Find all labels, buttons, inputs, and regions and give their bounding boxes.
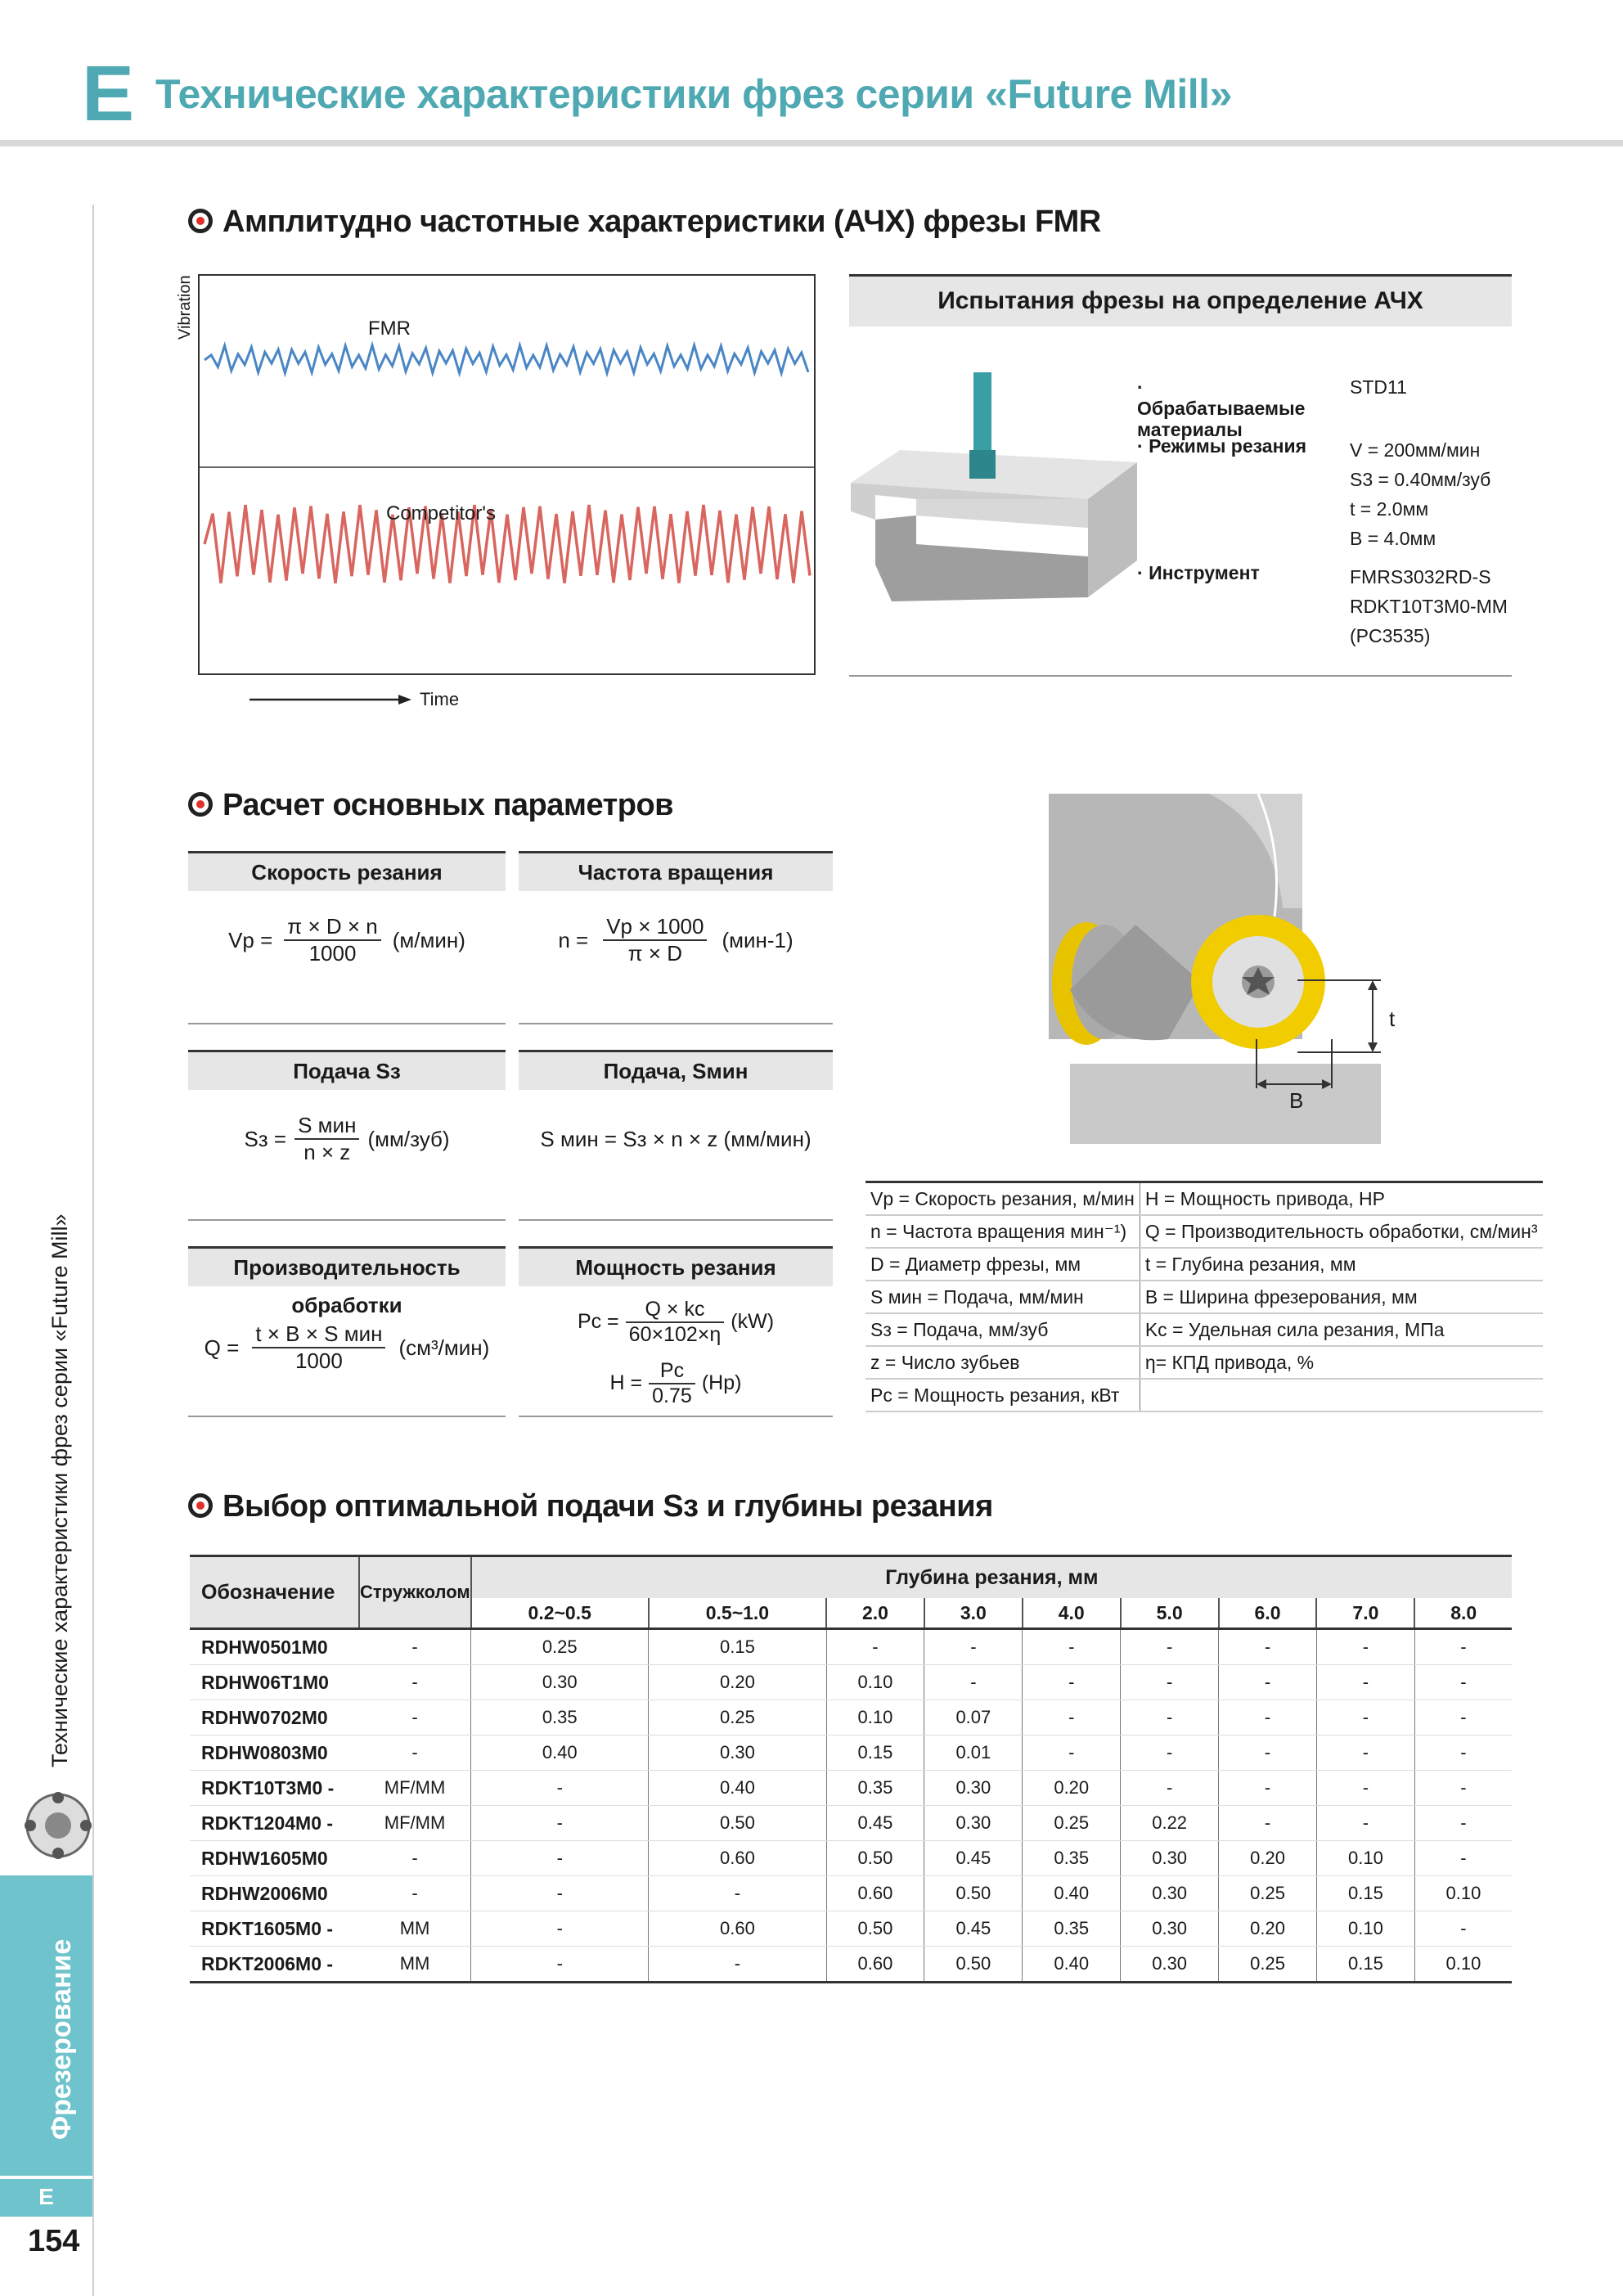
depth-header: 6.0	[1219, 1598, 1317, 1629]
test-value-material: STD11	[1350, 376, 1407, 398]
feed-value: -	[471, 1841, 649, 1876]
formula-rpm-frac	[603, 914, 707, 966]
formula-power-hp	[519, 1353, 833, 1414]
feed-value: 0.40	[1023, 1947, 1121, 1983]
formula-speed-num: π × D × n	[284, 914, 380, 941]
table-row	[190, 1700, 1512, 1736]
legend-right: η= КПД привода, %	[1140, 1346, 1542, 1379]
feed-value: 0.50	[826, 1841, 924, 1876]
feed-value: 0.22	[1121, 1806, 1219, 1841]
formula-rpm-num: Vp × 1000	[603, 914, 707, 941]
feed-value: 0.20	[1219, 1841, 1317, 1876]
row-chipbreaker: MM	[359, 1947, 471, 1983]
feed-value: 0.30	[1121, 1911, 1219, 1947]
section-title-text: Расчет основных параметров	[223, 788, 674, 822]
depth-header: 0.2~0.5	[471, 1598, 649, 1629]
feed-value: 0.10	[1414, 1947, 1512, 1983]
feed-value: 0.35	[471, 1700, 649, 1736]
feed-value: 0.20	[1219, 1911, 1317, 1947]
feed-value: -	[1121, 1700, 1219, 1736]
depth-header: 5.0	[1121, 1598, 1219, 1629]
feed-value: -	[1414, 1841, 1512, 1876]
formula-power-unit2: (Hp)	[701, 1371, 742, 1394]
feed-value: 0.25	[1023, 1806, 1121, 1841]
feed-value: 0.50	[924, 1876, 1023, 1911]
col-header-name: Обозначение	[190, 1556, 359, 1629]
row-chipbreaker: MF/MM	[359, 1806, 471, 1841]
table-row	[190, 1841, 1512, 1876]
feed-value: 0.50	[826, 1911, 924, 1947]
feed-value: -	[924, 1665, 1023, 1700]
depth-header: 2.0	[826, 1598, 924, 1629]
row-name: RDHW0501M0	[190, 1629, 359, 1665]
feed-value: -	[1414, 1665, 1512, 1700]
feed-table	[190, 1555, 1512, 1983]
test-label-material-text: Обрабатываемые материалы	[1137, 398, 1306, 440]
formula-feed-den: n × z	[303, 1140, 351, 1164]
formula-rpm-unit: (мин-1)	[722, 927, 794, 952]
fmr-label: FMR	[368, 317, 411, 340]
row-name: RDKT1605M0 -	[190, 1911, 359, 1947]
row-name: RDHW1605M0	[190, 1841, 359, 1876]
feed-value: -	[1121, 1736, 1219, 1771]
feed-value: 0.10	[826, 1665, 924, 1700]
legend-right	[1140, 1379, 1542, 1411]
feed-value: 0.30	[1121, 1876, 1219, 1911]
feed-value: -	[1023, 1665, 1121, 1700]
feed-value: -	[1316, 1700, 1414, 1736]
feed-value: -	[471, 1911, 649, 1947]
formula-power	[519, 1246, 833, 1414]
col-header-depth: Глубина резания, мм	[471, 1556, 1512, 1599]
formula-power-kw	[519, 1291, 833, 1353]
feed-value: -	[1219, 1736, 1317, 1771]
formula-power-num1: Q × kc	[626, 1298, 725, 1323]
feed-value: -	[1414, 1736, 1512, 1771]
section-title-vibration	[188, 205, 1101, 240]
formula-feed	[188, 1050, 506, 1196]
formula-speed	[188, 851, 506, 1022]
feed-value: -	[1316, 1771, 1414, 1806]
row-chipbreaker: -	[359, 1736, 471, 1771]
formula-speed-unit: (м/мин)	[392, 927, 465, 952]
formula-prod-unit: (см³/мин)	[398, 1335, 490, 1360]
table-row	[190, 1629, 1512, 1665]
page-title: Технические характеристики фрез серии «Future Mill»	[155, 71, 1232, 117]
competitor-series-line	[205, 505, 810, 583]
depth-header: 7.0	[1316, 1598, 1414, 1629]
feed-value: 0.30	[1121, 1841, 1219, 1876]
formula-feed-num: S мин	[294, 1113, 359, 1140]
formula-feed-body	[188, 1082, 506, 1196]
formula-rule	[519, 1023, 833, 1024]
formula-prod-lhs: Q =	[204, 1335, 240, 1360]
feed-value: -	[1023, 1700, 1121, 1736]
formula-feed-unit: (мм/зуб)	[367, 1126, 450, 1151]
row-name: RDKT10T3M0 -	[190, 1771, 359, 1806]
milling-cutter-icon	[23, 1788, 93, 1863]
test-row-mode	[1137, 435, 1522, 562]
row-name: RDHW2006M0	[190, 1876, 359, 1911]
depth-header: 3.0	[924, 1598, 1023, 1629]
symbol-legend	[865, 1181, 1543, 1412]
feed-value: -	[1316, 1665, 1414, 1700]
section-letter: E	[82, 50, 135, 137]
competitor-label: Competitor's	[386, 502, 496, 524]
bullet-icon	[188, 1493, 213, 1518]
time-arrow-icon	[250, 691, 413, 708]
formula-feedmin-head: Подача, Sмин	[519, 1050, 833, 1090]
test-row-tool	[1137, 562, 1522, 660]
feed-value: 0.45	[924, 1841, 1023, 1876]
formula-speed-lhs: Vp =	[228, 927, 273, 952]
feed-value: 0.15	[1316, 1876, 1414, 1911]
feed-value: -	[1316, 1629, 1414, 1665]
formula-speed-head: Скорость резания	[188, 851, 506, 891]
legend-right: Kc = Удельная сила резания, МПа	[1140, 1313, 1542, 1346]
formula-rpm	[519, 851, 833, 1022]
formula-feedmin	[519, 1050, 833, 1196]
formula-rule	[519, 1416, 833, 1417]
legend-row	[865, 1281, 1543, 1313]
feed-value: -	[826, 1629, 924, 1665]
section-title-params	[188, 788, 673, 823]
feed-value: -	[471, 1947, 649, 1983]
test-values-mode	[1350, 435, 1490, 553]
page-number: 154	[28, 2224, 80, 2258]
table-row	[190, 1947, 1512, 1983]
side-section-label: Фрезерование	[46, 1938, 77, 2140]
feed-value: -	[1121, 1665, 1219, 1700]
feed-value: 0.10	[1414, 1876, 1512, 1911]
feed-value: 0.60	[826, 1876, 924, 1911]
feed-value: -	[1316, 1806, 1414, 1841]
legend-left: D = Диаметр фрезы, мм	[865, 1248, 1140, 1281]
chart-ylabel: Vibration	[176, 275, 194, 340]
feed-value: 0.30	[924, 1806, 1023, 1841]
feed-value: -	[1219, 1665, 1317, 1700]
test-row-material	[1137, 376, 1522, 440]
row-name: RDKT2006M0 -	[190, 1947, 359, 1983]
col-header-chip: Стружколом	[359, 1556, 471, 1629]
row-chipbreaker: -	[359, 1665, 471, 1700]
feed-value: -	[1023, 1736, 1121, 1771]
feed-value: -	[1219, 1629, 1317, 1665]
test-value-feed: S3 = 0.40мм/зуб	[1350, 469, 1491, 490]
section-title-text: Амплитудно частотные характеристики (АЧХ) фрезы FMR	[223, 205, 1101, 239]
test-value-holder: FMRS3032RD-S	[1350, 566, 1491, 588]
row-name: RDKT1204M0 -	[190, 1806, 359, 1841]
formula-rule	[188, 1416, 506, 1417]
feed-value: 0.15	[1316, 1947, 1414, 1983]
depth-header: 0.5~1.0	[649, 1598, 826, 1629]
feed-value: 0.15	[826, 1736, 924, 1771]
feed-value: 0.30	[1121, 1947, 1219, 1983]
row-chipbreaker: -	[359, 1700, 471, 1736]
formula-speed-frac	[284, 914, 380, 966]
feed-value: 0.35	[826, 1771, 924, 1806]
feed-value: 0.25	[471, 1629, 649, 1665]
feed-value: -	[1316, 1736, 1414, 1771]
bullet-icon	[188, 792, 213, 817]
test-box-rule	[849, 675, 1512, 677]
legend-right: Q = Производительность обработки, см/мин³	[1140, 1215, 1542, 1248]
legend-row	[865, 1313, 1543, 1346]
formula-speed-den: 1000	[308, 941, 357, 966]
formula-feed-frac	[294, 1113, 359, 1165]
row-name: RDHW0803M0	[190, 1736, 359, 1771]
feed-value: -	[649, 1876, 826, 1911]
test-value-speed: V = 200мм/мин	[1350, 439, 1481, 461]
side-divider	[92, 205, 94, 2296]
formula-power-lhs1: Pc =	[577, 1310, 619, 1333]
feed-value: -	[1121, 1629, 1219, 1665]
diagram-label-b: B	[1289, 1088, 1304, 1113]
legend-left: z = Число зубьев	[865, 1346, 1140, 1379]
section-title-feed	[188, 1489, 993, 1524]
legend-left: Sз = Подача, мм/зуб	[865, 1313, 1140, 1346]
feed-value: 0.45	[826, 1806, 924, 1841]
legend-right: B = Ширина фрезерования, мм	[1140, 1281, 1542, 1313]
test-value-insert: RDKT10T3M0-MM	[1350, 596, 1508, 617]
legend-left: n = Частота вращения мин⁻¹)	[865, 1215, 1140, 1248]
legend-right: t = Глубина резания, мм	[1140, 1248, 1542, 1281]
test-label-mode: · Режимы резания	[1137, 435, 1307, 457]
feed-value: -	[1219, 1771, 1317, 1806]
legend-left: S мин = Подача, мм/мин	[865, 1281, 1140, 1313]
feed-value: 0.40	[649, 1771, 826, 1806]
row-chipbreaker: -	[359, 1841, 471, 1876]
header-rule	[0, 140, 1623, 146]
feed-value: -	[471, 1771, 649, 1806]
table-row	[190, 1876, 1512, 1911]
formula-prod-den: 1000	[294, 1348, 343, 1373]
table-row	[190, 1736, 1512, 1771]
formula-rule	[519, 1219, 833, 1221]
feed-value: 0.15	[649, 1629, 826, 1665]
test-label-mode-text: Режимы резания	[1149, 435, 1307, 457]
table-row	[190, 1665, 1512, 1700]
formula-rpm-head: Частота вращения	[519, 851, 833, 891]
depth-header: 8.0	[1414, 1598, 1512, 1629]
formula-power-den2: 0.75	[652, 1384, 692, 1407]
formula-rule	[188, 1023, 506, 1024]
formula-rpm-den: π × D	[627, 941, 682, 966]
formula-prod-head: Производительность обработки	[188, 1246, 506, 1286]
legend-right: H = Мощность привода, HP	[1140, 1182, 1542, 1216]
row-chipbreaker: MF/MM	[359, 1771, 471, 1806]
test-value-grade: (PC3535)	[1350, 625, 1431, 646]
test-label-tool: · Инструмент	[1137, 562, 1260, 583]
test-label-tool-text: Инструмент	[1149, 562, 1260, 583]
test-workpiece-illustration	[851, 372, 1137, 606]
feed-value: 0.40	[471, 1736, 649, 1771]
feed-value: 0.10	[826, 1700, 924, 1736]
formula-power-frac1	[626, 1298, 725, 1347]
table-row	[190, 1806, 1512, 1841]
feed-value: -	[1414, 1771, 1512, 1806]
feed-value: -	[1219, 1700, 1317, 1736]
formula-feed-lhs: Sз =	[244, 1126, 287, 1151]
table-row	[190, 1771, 1512, 1806]
feed-value: 0.25	[1219, 1876, 1317, 1911]
chart-xlabel: Time	[420, 689, 460, 709]
formula-power-head: Мощность резания	[519, 1246, 833, 1286]
feed-value: 0.30	[924, 1771, 1023, 1806]
test-conditions	[1137, 376, 1522, 660]
formula-rule	[188, 1219, 506, 1221]
legend-row	[865, 1182, 1543, 1216]
chart-frame	[199, 275, 815, 674]
feed-value: -	[471, 1876, 649, 1911]
cutting-diagram	[1037, 794, 1405, 1146]
formula-prod-num: t × B × S мин	[252, 1321, 385, 1348]
bullet-icon	[188, 209, 213, 233]
feed-value: 0.60	[826, 1947, 924, 1983]
feed-value: 0.10	[1316, 1911, 1414, 1947]
feed-value: 0.40	[1023, 1876, 1121, 1911]
feed-value: 0.60	[649, 1841, 826, 1876]
formula-prod-frac	[252, 1321, 385, 1374]
legend-left: Pc = Мощность резания, кВт	[865, 1379, 1140, 1411]
feed-value: -	[1414, 1629, 1512, 1665]
formula-power-lhs2: H =	[609, 1371, 643, 1394]
feed-value: 0.20	[1023, 1771, 1121, 1806]
legend-left: Vp = Скорость резания, м/мин	[865, 1182, 1140, 1216]
formula-power-den1: 60×102×η	[628, 1322, 722, 1346]
feed-value: 0.25	[1219, 1947, 1317, 1983]
formula-power-unit1: (kW)	[731, 1310, 775, 1333]
feed-value: 0.30	[471, 1665, 649, 1700]
table-row	[190, 1911, 1512, 1947]
side-letter-box	[0, 2176, 92, 2217]
feed-value: -	[1219, 1806, 1317, 1841]
row-name: RDHW06T1M0	[190, 1665, 359, 1700]
formula-prod	[188, 1246, 506, 1409]
test-box-title: Испытания фрезы на определение АЧХ	[849, 274, 1512, 326]
feed-value: 0.25	[649, 1700, 826, 1736]
row-name: RDHW0702M0	[190, 1700, 359, 1736]
feed-value: 0.07	[924, 1700, 1023, 1736]
feed-value: -	[649, 1947, 826, 1983]
feed-value: 0.50	[649, 1806, 826, 1841]
feed-value: -	[1023, 1629, 1121, 1665]
feed-value: 0.50	[924, 1947, 1023, 1983]
row-chipbreaker: -	[359, 1876, 471, 1911]
test-values-tool	[1350, 562, 1508, 651]
row-chipbreaker: -	[359, 1629, 471, 1665]
feed-value: 0.30	[649, 1736, 826, 1771]
formula-power-frac2	[649, 1359, 695, 1408]
feed-value: -	[1414, 1806, 1512, 1841]
feed-value: -	[924, 1629, 1023, 1665]
feed-value: -	[1414, 1700, 1512, 1736]
formula-rpm-lhs: n =	[558, 927, 589, 952]
legend-row	[865, 1379, 1543, 1411]
row-chipbreaker: MM	[359, 1911, 471, 1947]
feed-value: -	[1414, 1911, 1512, 1947]
feed-value: -	[1121, 1771, 1219, 1806]
feed-value: 0.35	[1023, 1911, 1121, 1947]
diagram-label-t: t	[1389, 1006, 1396, 1031]
formula-power-num2: Pc	[649, 1359, 695, 1384]
vibration-chart	[198, 274, 816, 675]
feed-value: 0.35	[1023, 1841, 1121, 1876]
feed-value: -	[471, 1806, 649, 1841]
legend-row	[865, 1248, 1543, 1281]
test-value-depth: t = 2.0мм	[1350, 498, 1429, 520]
formula-feedmin-body: S мин = Sз × n × z (мм/мин)	[540, 1126, 812, 1151]
depth-header: 4.0	[1023, 1598, 1121, 1629]
feed-value: 0.20	[649, 1665, 826, 1700]
feed-value: 0.10	[1316, 1841, 1414, 1876]
test-label-material: · Обрабатываемые материалы	[1137, 376, 1306, 440]
feed-value: 0.45	[924, 1911, 1023, 1947]
legend-row	[865, 1346, 1543, 1379]
legend-row	[865, 1215, 1543, 1248]
test-value-width: B = 4.0мм	[1350, 528, 1436, 549]
feed-value: 0.60	[649, 1911, 826, 1947]
side-letter: E	[38, 2184, 54, 2209]
fmr-series-line	[205, 345, 808, 373]
feed-value: 0.01	[924, 1736, 1023, 1771]
side-caption: Технические характеристики фрез серии «Future Mill»	[47, 1213, 72, 1767]
formula-feed-head: Подача Sз	[188, 1050, 506, 1090]
section-title-text: Выбор оптимальной подачи Sз и глубины резания	[223, 1489, 993, 1524]
